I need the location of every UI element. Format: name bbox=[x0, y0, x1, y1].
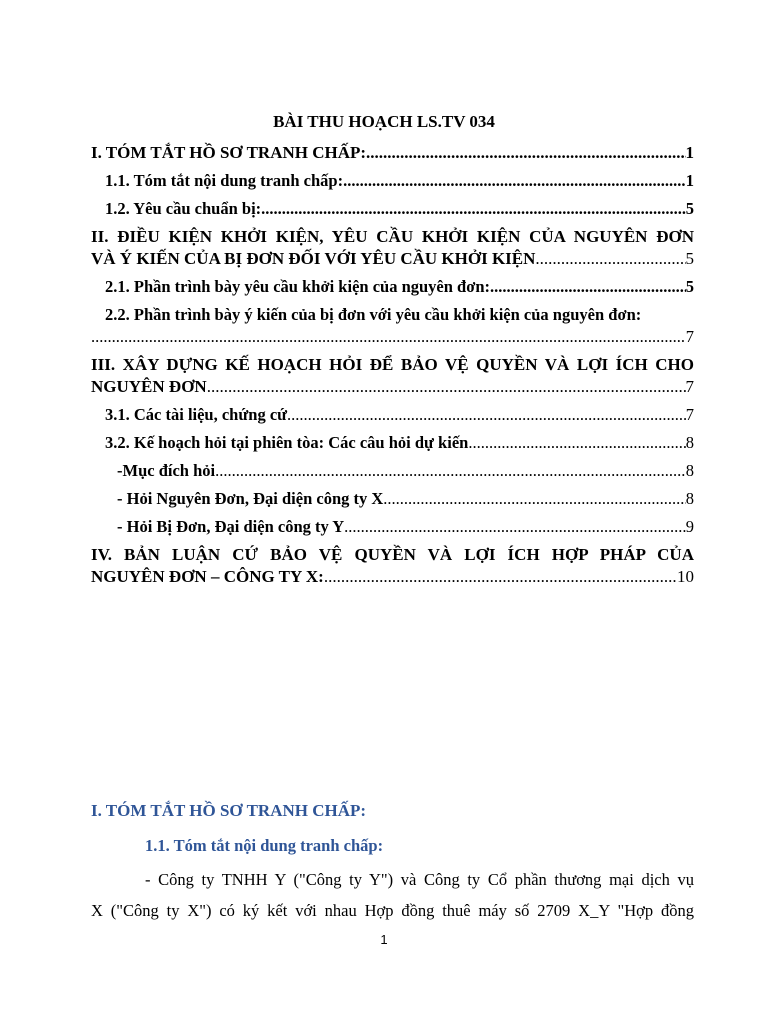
toc-leader bbox=[215, 460, 686, 482]
toc-page-number: 1 bbox=[685, 143, 694, 162]
toc-page-number: 5 bbox=[685, 199, 694, 218]
table-of-contents bbox=[91, 142, 694, 588]
toc-entry-label: 3.1. Các tài liệu, chứng cứ bbox=[105, 405, 288, 424]
toc-entry-1-1[interactable] bbox=[91, 170, 694, 192]
toc-leader bbox=[490, 276, 686, 298]
toc-entry-label-line2: VÀ Ý KIẾN CỦA BỊ ĐƠN ĐỐI VỚI YÊU CẦU KHỞI KIỆN bbox=[91, 249, 536, 268]
toc-entry-label: -Mục đích hỏi bbox=[117, 461, 216, 480]
toc-entry-3-2-purpose[interactable] bbox=[91, 460, 694, 482]
toc-leader bbox=[535, 248, 685, 270]
toc-entry-label-line2: NGUYÊN ĐƠN bbox=[91, 377, 207, 396]
toc-page-number: 7 bbox=[685, 327, 694, 346]
toc-page-number: 9 bbox=[685, 517, 694, 536]
toc-leader bbox=[344, 516, 686, 538]
toc-entry-label: 2.1. Phần trình bày yêu cầu khởi kiện của nguyên đơn: bbox=[105, 277, 491, 296]
toc-entry-label: I. TÓM TẮT HỒ SƠ TRANH CHẤP: bbox=[91, 143, 367, 162]
toc-entry-3-2[interactable] bbox=[91, 432, 694, 454]
toc-entry-label: 3.2. Kế hoạch hỏi tại phiên tòa: Các câu hỏi dự kiến bbox=[105, 433, 469, 452]
body-paragraph bbox=[91, 864, 694, 926]
section-heading: I. TÓM TẮT HỒ SƠ TRANH CHẤP: bbox=[91, 801, 367, 820]
toc-leader bbox=[468, 432, 685, 454]
subsection-heading: 1.1. Tóm tắt nội dung tranh chấp: bbox=[145, 836, 384, 855]
toc-entry-1-2[interactable] bbox=[91, 198, 694, 220]
toc-entry-label-line1: III. XÂY DỰNG KẾ HOẠCH HỎI ĐỂ BẢO VỆ QUYỀN VÀ LỢI ÍCH CHO bbox=[91, 355, 694, 374]
toc-leader bbox=[383, 488, 685, 510]
toc-page-number: 7 bbox=[685, 405, 694, 424]
toc-leader bbox=[91, 326, 686, 348]
toc-entry-label: - Hỏi Bị Đơn, Đại diện công ty Y bbox=[117, 517, 345, 536]
toc-entry-section-3[interactable] bbox=[91, 354, 694, 398]
toc-page-number: 10 bbox=[677, 567, 694, 586]
toc-page-number: 5 bbox=[685, 277, 694, 296]
toc-entry-section-2[interactable] bbox=[91, 226, 694, 270]
toc-entry-label: - Hỏi Nguyên Đơn, Đại diện công ty X bbox=[117, 489, 384, 508]
toc-entry-label: 1.1. Tóm tắt nội dung tranh chấp: bbox=[105, 171, 344, 190]
page-number: 1 bbox=[380, 932, 388, 947]
toc-entry-label-line2: NGUYÊN ĐƠN – CÔNG TY X: bbox=[91, 567, 324, 586]
toc-page-number: 8 bbox=[685, 433, 694, 452]
toc-page-number: 8 bbox=[685, 461, 694, 480]
toc-entry-section-1[interactable] bbox=[91, 142, 694, 164]
toc-entry-2-1[interactable] bbox=[91, 276, 694, 298]
toc-entry-label: 1.2. Yêu cầu chuẩn bị: bbox=[105, 199, 262, 218]
toc-leader bbox=[207, 376, 686, 398]
toc-page-number: 1 bbox=[685, 171, 694, 190]
toc-entry-label-line1: II. ĐIỀU KIỆN KHỞI KIỆN, YÊU CẦU KHỞI KIỆN CỦA NGUYÊN ĐƠN bbox=[91, 227, 694, 246]
body-line: X ("Công ty X") có ký kết với nhau Hợp đồng thuê máy số 2709 X_Y "Hợp đồng bbox=[91, 901, 694, 920]
toc-entry-label-line1: IV. BẢN LUẬN CỨ BẢO VỆ QUYỀN VÀ LỢI ÍCH HỢP PHÁP CỦA bbox=[91, 545, 694, 564]
toc-entry-label: 2.2. Phần trình bày ý kiến của bị đơn với yêu cầu khởi kiện của nguyên đơn: bbox=[105, 305, 642, 324]
toc-leader bbox=[343, 170, 686, 192]
toc-page-number: 8 bbox=[685, 489, 694, 508]
toc-entry-3-1[interactable] bbox=[91, 404, 694, 426]
document-title: BÀI THU HOẠCH LS.TV 034 bbox=[273, 112, 495, 131]
toc-leader bbox=[261, 198, 686, 220]
toc-page-number: 5 bbox=[685, 249, 694, 268]
toc-entry-3-2-plaintiff[interactable] bbox=[91, 488, 694, 510]
toc-page-number: 7 bbox=[685, 377, 694, 396]
toc-leader bbox=[366, 142, 685, 164]
toc-entry-3-2-defendant[interactable] bbox=[91, 516, 694, 538]
toc-entry-section-4[interactable] bbox=[91, 544, 694, 588]
toc-leader bbox=[324, 566, 677, 588]
body-line: - Công ty TNHH Y ("Công ty Y") và Công ty Cổ phần thương mại dịch vụ bbox=[145, 870, 694, 889]
toc-leader bbox=[287, 404, 686, 426]
toc-entry-2-2[interactable] bbox=[91, 304, 694, 348]
